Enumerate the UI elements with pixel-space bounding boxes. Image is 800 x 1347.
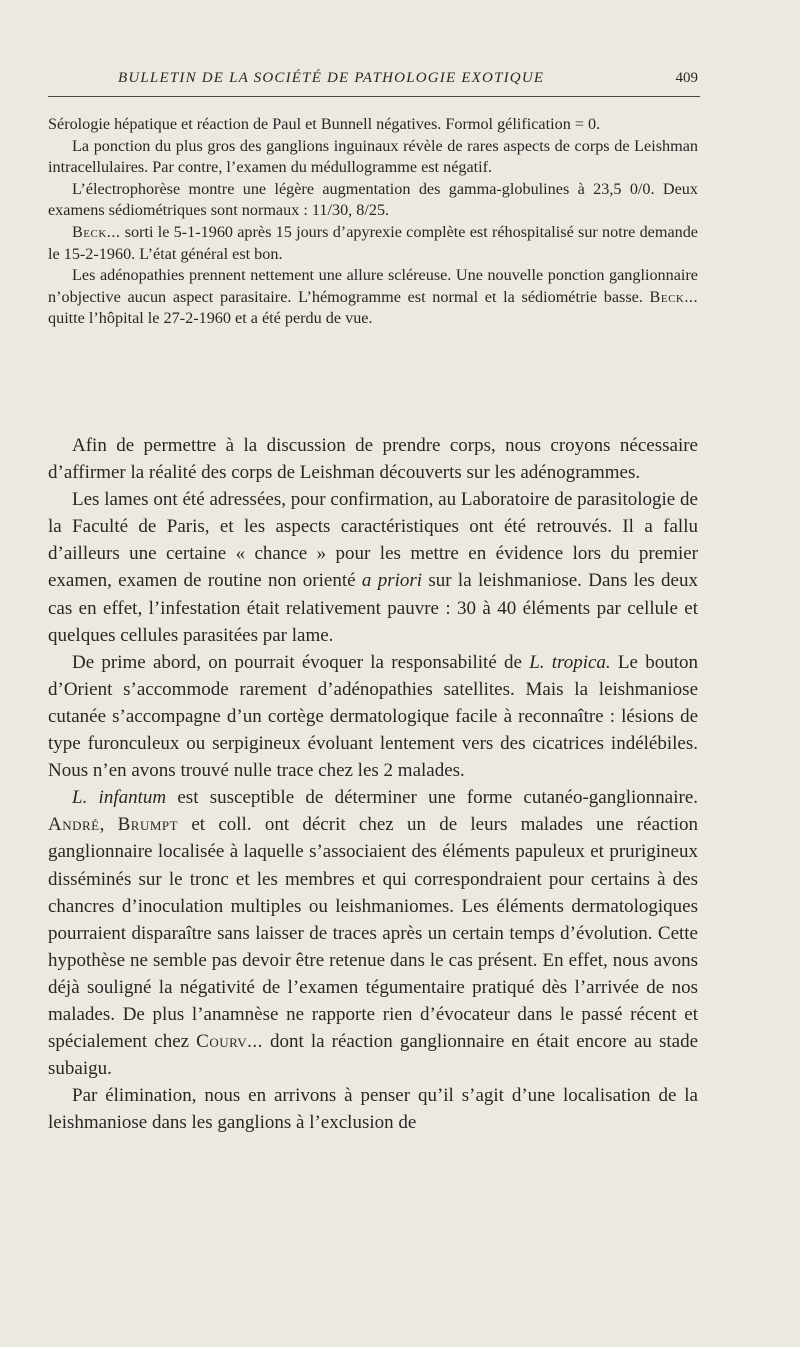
case-paragraph [48,265,698,330]
species-name: L. infantum [72,787,167,809]
case-notes [48,114,698,330]
body-text: Les lames ont été adressées, pour confirmation, au Laboratoire de parasitologie de la Faculté de Paris, et les aspects caractéristiques ont été retrouvés. Il a fallu d’ailleurs une certaine « chance » pour les mettre en évidence lors du premier examen, examen de routine non orienté [48,489,698,592]
running-head [48,70,700,97]
case-text: Les adénopathies prennent nettement une allure scléreuse. Une nouvelle ponction ganglionnaire n’objective aucun aspect parasitaire. L’hémogramme est normal et la sédiométrie basse. [48,266,698,306]
species-name: L. tropica. [529,651,611,673]
discussion-paragraph [48,784,698,1082]
page-number: 409 [675,70,698,86]
body-text: est susceptible de déterminer une forme cutanéo-ganglionnaire. [166,787,699,809]
case-text: sorti le 5-1-1960 après 15 jours d’apyrexie complète est réhospitalisé sur notre demande le 15-2-1960. L’état général est bon. [48,222,698,263]
discussion-paragraph [48,432,698,486]
author-name: André [48,814,100,836]
patient-name: Beck... [649,287,698,306]
body-text: Afin de permettre à la discussion de prendre corps, nous croyons nécessaire d’affirmer la réalité des corps de Leishman découverts sur les adénogrammes. [48,435,698,484]
body-text: Par élimination, nous en arrivons à penser qu’il s’agit d’une localisation de la leishmaniose dans les ganglions à l’exclusion de [48,1085,698,1134]
body-text: dont la réaction ganglionnaire en était encore au stade subaigu. [48,1031,699,1080]
author-name: Brumpt [117,814,179,836]
body-text: , [99,814,118,836]
case-text: L’électrophorèse montre une légère augmentation des gamma-globulines à 23,5 0/0. Deux examens sédiométriques sont normaux : 11/30, 8/25. [48,179,698,220]
case-paragraph [48,179,698,222]
body-text: et coll. ont décrit chez un de leurs malades une réaction ganglionnaire localisée à laquelle s’associaient des éléments papuleux et prurigineux disséminés sur le tronc et les membres et qui correspondraient pour certains à des chancres d’inoculation multiples ou leishmaniomes. Les éléments dermatologiques pourraient disparaître sans laisser de traces après un certain temps d’évolution. Cette hypothèse ne semble pas devoir être retenue dans le cas présent. En effet, nous avons déjà souligné la négativité de l’examen tégumentaire pratiqué dès l’arrivée de nos malades. De plus l’anamnèse ne rapporte rien d’évocateur dans le passé récent et spécialement chez [48,814,698,1053]
journal-title: BULLETIN DE LA SOCIÉTÉ DE PATHOLOGIE EXOTIQUE [118,70,545,86]
body-text: Le bouton d’Orient s’accommode rarement d’adénopathies satellites. Mais la leishmaniose cutanée s’accompagne d’un cortège dermatologique facile à reconnaître : lésions de type furonculeux ou serpigineux évoluant lentement vers des cicatrices indélébiles. Nous n’en avons trouvé nulle trace chez les 2 malades. [48,651,698,782]
body-text: De prime abord, on pourrait évoquer la responsabilité de [72,651,530,673]
body-text: sur la leishmaniose. Dans les deux cas en effet, l’infestation était relativement pauvre : 30 à 40 éléments par cellule et quelques cellules parasitées par lame. [48,570,698,646]
case-paragraph [48,222,698,265]
italic-term: a priori [361,570,423,592]
case-text: La ponction du plus gros des ganglions inguinaux révèle de rares aspects de corps de Leishman intracellulaires. Par contre, l’examen du médullogramme est négatif. [48,136,698,177]
case-paragraph [48,114,698,136]
discussion-paragraph [48,649,698,784]
patient-name: Courv... [196,1031,263,1053]
case-text: quitte l’hôpital le 27-2-1960 et a été perdu de vue. [48,309,373,328]
discussion [48,432,698,1136]
case-paragraph [48,136,698,179]
discussion-paragraph [48,1082,698,1136]
discussion-paragraph [48,486,698,649]
patient-name: Beck... [72,222,121,241]
case-text: Sérologie hépatique et réaction de Paul et Bunnell négatives. Formol gélification = 0. [48,115,601,133]
